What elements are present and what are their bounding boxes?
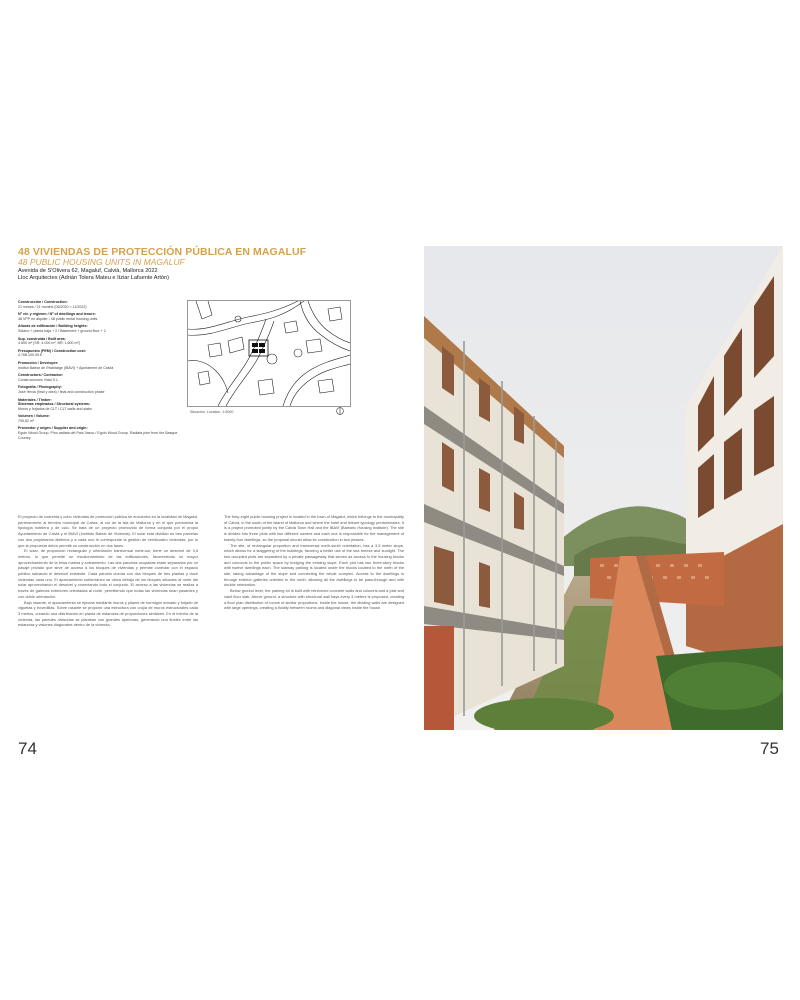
- construction-value: 21 meses / 21 months (06/2020 > 11/2022): [18, 304, 87, 309]
- site-plan-map: [187, 300, 351, 407]
- developer-label: Promoción / Developer:: [18, 360, 59, 365]
- photo-label: Fotografía / Photography:: [18, 385, 62, 390]
- page-number-left: 74: [18, 739, 37, 758]
- units-value: 48 VPP en alquiler / 48 public rental housing units: [18, 316, 98, 321]
- contractor-label: Constructora / Contractor:: [18, 373, 64, 378]
- supplier-value: Egoin Wood Group. Pino radiata del País Vasco / Egoin Wood Group. Radiata pine from the Basque Country: [18, 431, 178, 440]
- page-number-right: 75: [760, 739, 779, 758]
- budget-label: Presupuesto (PEM) / Construction cost:: [18, 348, 86, 353]
- budget-value: 4.768.100,05 €: [18, 353, 42, 358]
- body-en-paragraph: Below ground level, the parking lot is built with reinforced concrete walls and columns and a joist and vault floor slab. Above ground, a structure with structural wall bays every 3 meters is proposed, creating a floor plan distribution of rooms of similar proportions. Inside the house, the dividing walls are designed with large openings, creating a fluidity between rooms and diagonal views inside the house.: [224, 588, 404, 611]
- developer-value: Institut Balear de l'Habitatge (IBAVI) + Ajuntament de Calvià: [18, 365, 114, 370]
- project-title-es: 48 VIVIENDAS DE PROTECCIÓN PÚBLICA EN MAGALUF: [18, 246, 307, 258]
- structural-value: Muros y forjados de CLT / CLT walls and slabs: [18, 406, 92, 411]
- materials-label: Materiales / Timber:: [18, 397, 52, 402]
- project-address-block: [18, 268, 169, 282]
- housing-courtyard-photo: [424, 246, 783, 730]
- contractor-value: Construcciones Vidal S.L.: [18, 377, 60, 382]
- area-label: Sup. construida / Built area:: [18, 336, 66, 341]
- construction-label: Construcción / Construction:: [18, 300, 68, 304]
- body-en-paragraph: The site, of rectangular proportion and transversal north-south orientation, has a 3.5 meter slope, which allows for a staggering of the buildings, favoring a better use of the sea breeze and sunlight. The two occupied plots are separated by a private passageway that serves as access to the housing blocks and connects to the public space by bridging the existing slope. Each plot has two three-story blocks with twelve dwellings each. The subway parking is located under the blocks located to the north of the site, taking advantage of the slope and connecting the whole complex. Access to the dwellings is through exterior galleries oriented to the north, allowing all the dwellings to be pass-through and with double orientation.: [224, 542, 404, 588]
- area-value: 4.600 m² (SR: 4.000 m², BR: 1.600 m²): [18, 341, 80, 346]
- body-es-paragraph: El solar, de proporción rectangular y orientación transversal norte-sur, tiene un desnivel de 3,5 metros, lo que permite un escalonamiento de las edificaciones, favoreciendo un mayor aprovechamiento de la brisa marina y soleamiento. Las dos parcelas ocupadas están separadas por un pasaje privado que sirve de acceso a los bloques de viviendas y permite conectar con el espacio público salvando el desnivel existente. Cada parcela cuenta con dos bloques de tres plantas y doce viviendas cada uno. El aparcamiento subterráneo se ubica debajo de los bloques situados al norte del solar aprovechando el desnivel y conectando todo el conjunto. El acceso a las viviendas se realiza a través de galerías exteriores orientadas al norte, permitiendo que todas las viviendas sean pasantes y con doble orientación.: [18, 548, 198, 599]
- body-text-en: [224, 514, 404, 611]
- units-label: Nº viv. y régimen / Nº of dwellings and tenure:: [18, 312, 96, 317]
- volume-value: 795,82 m³: [18, 418, 35, 423]
- site-plan-caption: Situación. Location. 1:5000: [190, 410, 234, 414]
- supplier-label: Proveedor y origen / Supplier and origin:: [18, 426, 88, 431]
- project-title-en: 48 PUBLIC HOUSING UNITS IN MAGALUF: [18, 257, 185, 267]
- project-data-sheet: [18, 300, 178, 443]
- heights-value: Sótano + planta baja + 2 / Basement + ground floor + 2: [18, 328, 106, 333]
- body-es-paragraph: El proyecto de cuarenta y ocho viviendas de protección pública se encuentra en la localidad de Magaluf, perteneciente al término municipal de Calvià, al sur de la isla de Mallorca y en el que predomina la tipología hotelera y de ocio. Se trata de un proyecto promovido de forma conjunta por el propio Ayuntamiento de Calvià y el IBAVI (Instituto Balear de Vivienda). El solar está dividido en tres parcelas con dos propietarios distintos y a cada uno le corresponde la gestión de veinticuatro viviendas, por lo que la propuesta debía permitir su construcción en dos fases.: [18, 514, 198, 548]
- structural-label: Sistemas empleados / Structural systems:: [18, 402, 91, 407]
- photo-value: José Hevia (final y obra) / final and construction phase: [18, 389, 105, 394]
- north-arrow-icon: [336, 407, 344, 415]
- body-en-paragraph: The forty-eight public housing project is located in the town of Magaluf, which belongs to the municipality of Calvià, in the south of the island of Mallorca and where the hotel and leisure typology predominates. It is a project promoted jointly by the Calvià Town Hall and the IBAVI (Balearic Housing Institute). The site is divided into three plots with two different owners and each one is responsible for the management of twenty-four dwellings, so the proposal should allow its construction in two phases.: [224, 514, 404, 542]
- heights-label: Alturas de edificación / Building heights:: [18, 324, 88, 329]
- project-address: Avenida de S'Olivera 62, Magaluf, Calvià, Mallorca 2022: [18, 268, 158, 274]
- body-text-es: [18, 514, 198, 628]
- project-architects: Lloc Arquitectes (Adrián Tolera Mateu e Itziar Lafuente Artón): [18, 275, 170, 281]
- body-es-paragraph: Bajo rasante, el aparcamiento se ejecuta mediante muros y pilares de hormigón armado y forjado de viguetas y bovedillas. Sobre rasante se propone una estructura con crujía de muros estructurales cada 3 metros, creando una distribución en planta de estancias de proporciones similares. En el interior de la vivienda, las paredes divisorias se plantean con grandes aperturas, generando una fluidez entre las estancias y visiones diagonales dentro de la vivienda.: [18, 599, 198, 628]
- volume-label: Volumen / Volume:: [18, 414, 50, 419]
